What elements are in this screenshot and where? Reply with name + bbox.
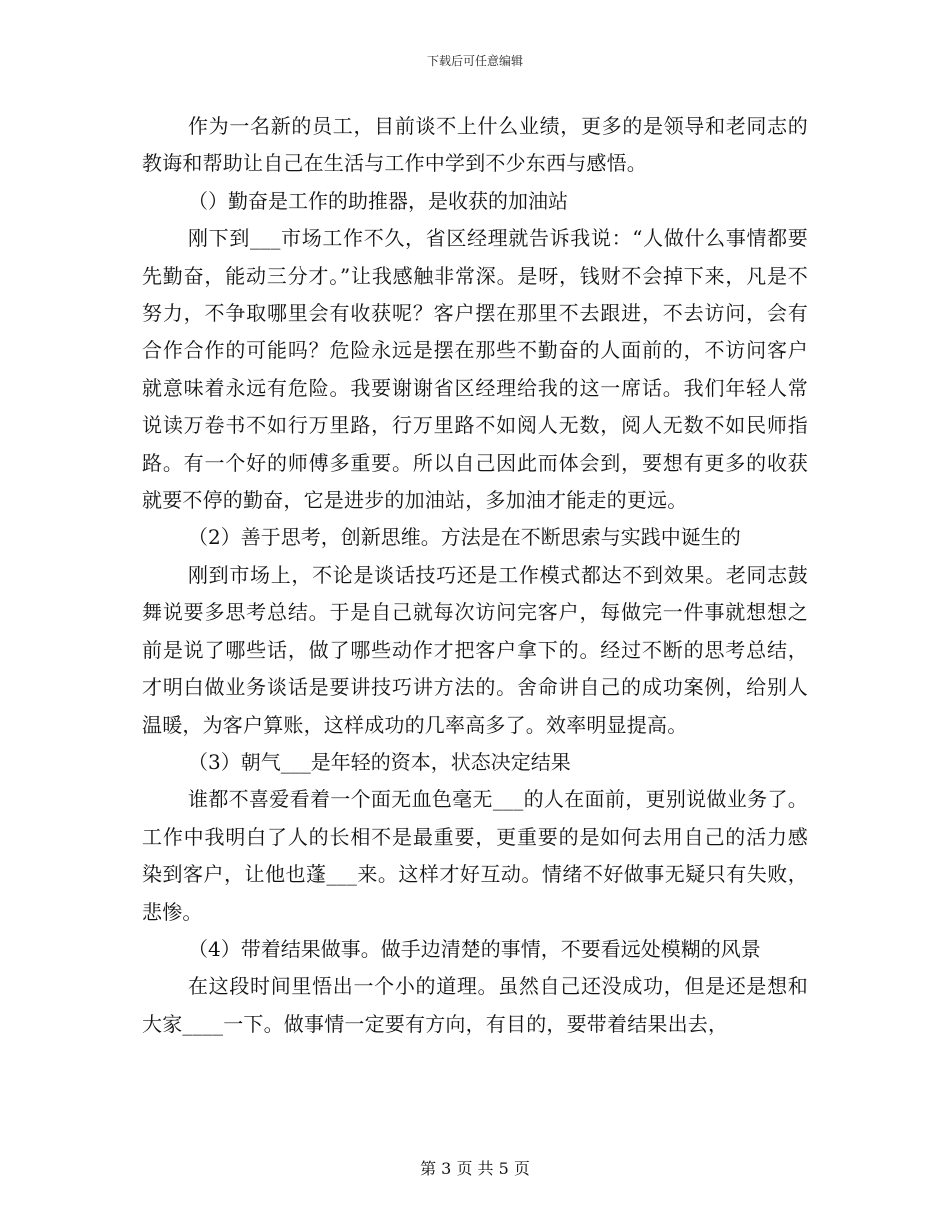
section-heading-results: （4）带着结果做事。做手边清楚的事情，不要看远处模糊的风景 xyxy=(188,936,761,961)
section-heading-diligence: （）勤奋是工作的助推器，是收获的加油站 xyxy=(188,188,568,213)
section-heading-vitality: （3）朝气___是年轻的资本，状态决定结果 xyxy=(188,749,571,774)
paragraph-results: 在这段时间里悟出一个小的道理。虽然自己还没成功，但是还是想和大家____一下。做事情一定要有方向，有目的，要带着结果出去， xyxy=(142,974,808,1036)
section-heading-thinking: （2）善于思考，创新思维。方法是在不断思索与实践中诞生的 xyxy=(188,525,741,550)
document-body xyxy=(142,108,808,1043)
page-number: 第 3 页 共 5 页 xyxy=(420,1159,530,1178)
paragraph-thinking: 刚到市场上，不论是谈话技巧还是工作模式都达不到效果。老同志鼓舞说要多思考总结。于是自己就每次访问完客户，每做完一件事就想想之前是说了哪些话，做了哪些动作才把客户拿下的。经过不断的思考总结，才明白做业务谈话是要讲技巧讲方法的。舍命讲自己的成功案例，给别人温暖，为客户算账，这样成功的几率高多了。效率明显提高。 xyxy=(142,562,808,737)
paragraph-vitality: 谁都不喜爱看着一个面无血色毫无___的人在面前，更别说做业务了。工作中我明白了人的长相不是最重要，更重要的是如何去用自己的活力感染到客户，让他也蓬___来。这样才好互动。情绪不好做事无疑只有失败，悲惨。 xyxy=(142,787,808,924)
paragraph-diligence: 刚下到___市场工作不久，省区经理就告诉我说：“人做什么事情都要先勤奋，能动三分才。”让我感触非常深。是呀，钱财不会掉下来，凡是不努力，不争取哪里会有收获呢？客户摆在那里不去跟进，不去访问，会有合作合作的可能吗？危险永远是摆在那些不勤奋的人面前的，不访问客户就意味着永远有危险。我要谢谢省区经理给我的这一席话。我们年轻人常说读万卷书不如行万里路，行万里路不如阅人无数，阅人无数不如民师指路。有一个好的师傅多重要。所以自己因此而体会到，要想有更多的收获就要不停的勤奋，它是进步的加油站，多加油才能走的更远。 xyxy=(142,226,808,513)
paragraph-intro: 作为一名新的员工，目前谈不上什么业绩，更多的是领导和老同志的教诲和帮助让自己在生活与工作中学到不少东西与感悟。 xyxy=(142,114,808,176)
page-header: 下载后可任意编辑 xyxy=(426,54,523,68)
